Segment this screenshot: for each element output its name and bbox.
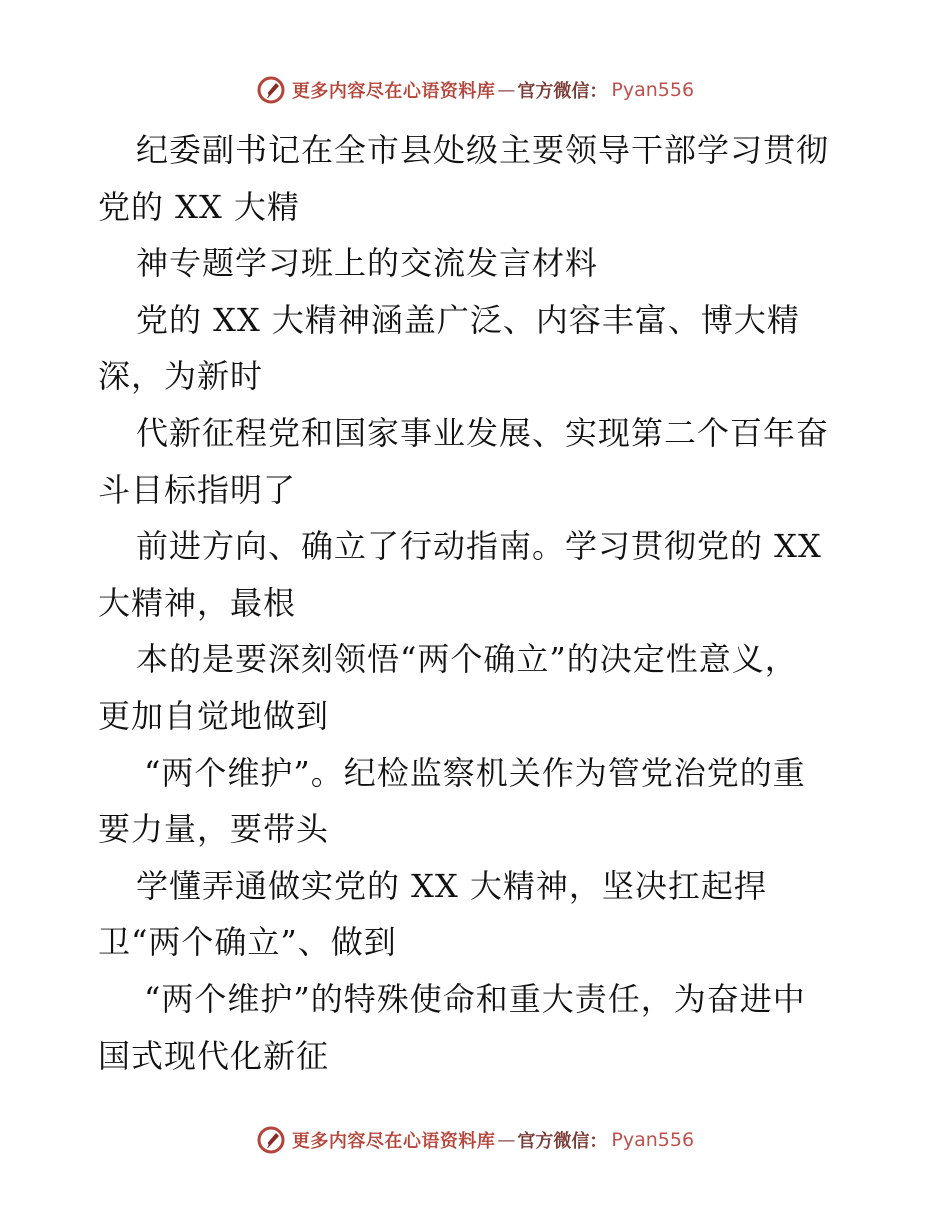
footer-banner-label: 官方微信： — [517, 1131, 608, 1152]
body-line: 代新征程党和国家事业发展、实现第二个百年奋 — [136, 413, 830, 452]
body-line: 纪委副书记在全市县处级主要领导干部学习贯彻 — [136, 131, 830, 169]
body-line: 学懂弄通做实党的 XX 大精神，坚决扛起捍 — [136, 866, 767, 905]
body-line: 深，为新时 — [98, 357, 264, 396]
body-line: 神专题学习班上的交流发言材料 — [136, 244, 599, 283]
body-line: 国式现代化新征 — [98, 1036, 330, 1075]
body-line: 斗目标指明了 — [98, 470, 297, 509]
header-banner-text: 更多内容尽在心语资料库 — [291, 81, 496, 102]
header-wechat-id: Pyan556 — [611, 79, 695, 101]
header-banner — [0, 70, 950, 110]
footer-wechat-id: Pyan556 — [611, 1129, 695, 1151]
footer-banner-separator: — — [497, 1129, 516, 1151]
header-banner-separator: — — [497, 79, 516, 101]
body-line: “两个维护”的特殊使命和重大责任，为奋进中 — [144, 979, 806, 1018]
pen-swirl-logo-icon — [256, 75, 286, 105]
header-banner-label: 官方微信： — [517, 81, 608, 102]
body-line: 更加自觉地做到 — [98, 696, 330, 735]
body-line: 党的 XX 大精 — [98, 187, 300, 226]
body-line: 卫“两个确立”、做到 — [98, 923, 397, 962]
body-line: 前进方向、确立了行动指南。学习贯彻党的 XX — [136, 527, 822, 566]
body-line: 大精神，最根 — [98, 583, 297, 622]
footer-banner — [0, 1120, 950, 1160]
footer-banner-text: 更多内容尽在心语资料库 — [291, 1131, 496, 1152]
body-line: 党的 XX 大精神涵盖广泛、内容丰富、博大精 — [136, 300, 800, 339]
body-line: “两个维护”。纪检监察机关作为管党治党的重 — [144, 753, 806, 792]
document-body — [98, 122, 858, 1084]
body-line: 本的是要深刻领悟“两个确立”的决定性意义， — [136, 640, 798, 679]
pen-swirl-logo-icon — [256, 1125, 286, 1155]
body-line: 要力量，要带头 — [98, 810, 330, 849]
